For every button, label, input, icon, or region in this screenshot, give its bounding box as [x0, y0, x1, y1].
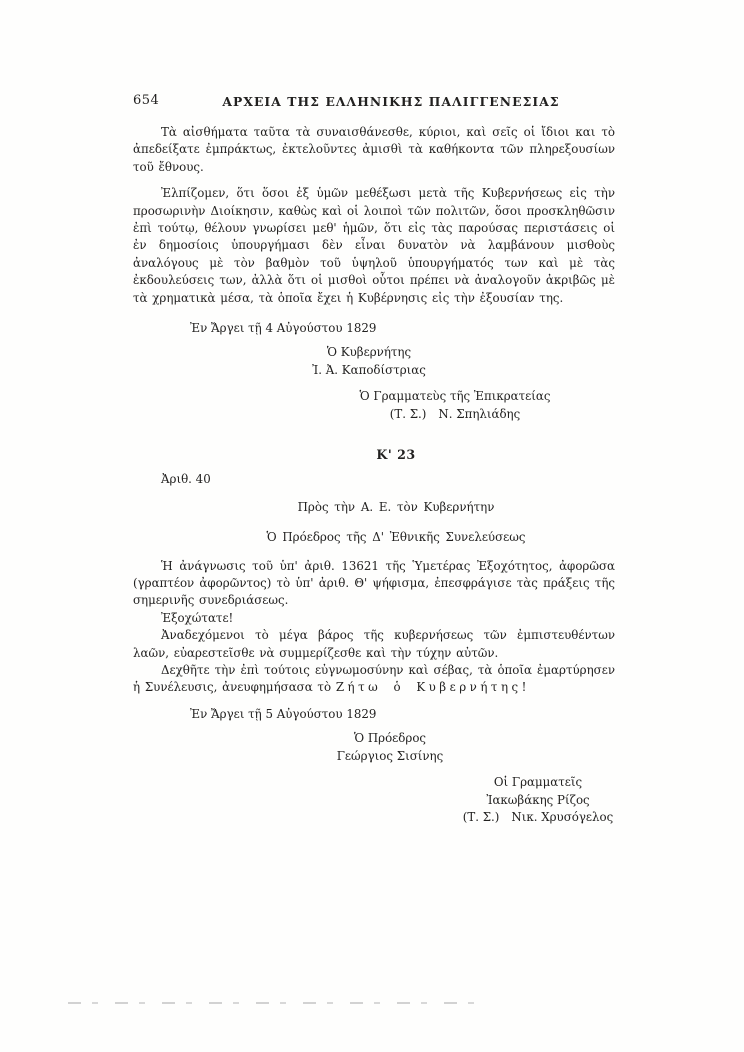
dateline: Ἐν Ἄργει τῇ 4 Αὐγούστου 1829 — [190, 321, 377, 336]
scan-artifact-dashed-line — [68, 1002, 480, 1004]
salutation: Ἐξοχώτατε! — [161, 610, 234, 625]
seal-mark: (Τ. Σ.) — [462, 809, 500, 824]
signature-secretary-of-state — [320, 388, 590, 423]
section-heading: Κ' 23 — [376, 447, 416, 462]
running-title: ΑΡΧΕΙΑ ΤΗΣ ΕΛΛΗΝΙΚΗΣ ΠΑΛΙΓΓΕΝΕΣΙΑΣ — [222, 94, 560, 109]
dateline: Ἐν Ἄργει τῇ 5 Αὐγούστου 1829 — [190, 706, 377, 721]
paragraph: Ἡ ἀνάγνωσις τοῦ ὑπ' ἀριθ. 13621 τῆς Ὑμετέρας Ἐξοχότητος, ἀφορῶσα (γραπτέον ἀφορῶντος) τὸ ὑπ' ἀριθ. Θ' ψήφισμα, ἐπεσφράγισε τὰς πράξεις τῆς σημερινῆς συνεδριάσεως. — [133, 558, 615, 608]
document-number: Ἀριθ. 40 — [161, 472, 211, 487]
sender-line: Ὁ Πρόεδρος τῆς Δ' Ἐθνικῆς Συνελεύσεως — [266, 530, 526, 545]
paragraph-lead: Δεχθῆτε τὴν ἐπὶ τούτοις εὐγνωμοσύνην καὶ σέβας, τὰ ὁποῖα ἐμαρτύρησεν ἡ Συνέλευσις, ἀνευφημήσασα τὸ — [133, 663, 615, 695]
signature-name: Ν. Σπηλιάδης — [438, 406, 521, 421]
signature-name: Ἰ. Ἀ. Καποδίστριας — [312, 362, 426, 377]
paragraph — [133, 662, 615, 697]
acclamation: Ζήτω ὁ Κυβερνήτης! — [335, 680, 530, 695]
paragraph: Τὰ αἰσθήματα ταῦτα τὰ συναισθάνεσθε, κύριοι, καὶ σεῖς οἱ ἴδιοι και τὸ ἀπεδείξατε ἐμπράκτως, ἐκτελοῦντες ἀμισθὶ τὰ καθήκοντα τῶν πληρεξουσίων τοῦ ἔθνους. — [133, 125, 615, 174]
signature-title: Ὁ Πρόεδρος — [353, 731, 427, 746]
president-letter — [133, 446, 615, 826]
seal-mark: (Τ. Σ.) — [389, 406, 427, 421]
signature-governor — [259, 344, 479, 379]
addressee-line: Πρὸς τὴν Α. Ε. τὸν Κυβερνήτην — [297, 499, 495, 514]
signature-secretaries — [418, 774, 658, 826]
signature-title: Ὁ Γραμματεὺς τῆς Ἐπικρατείας — [359, 389, 551, 404]
signature-title: Ὁ Κυβερνήτης — [326, 345, 412, 360]
signature-name: Νικ. Χρυσόγελος — [511, 809, 614, 824]
page-number: 654 — [133, 93, 160, 108]
paragraph: Ἐλπίζομεν, ὅτι ὅσοι ἐξ ὑμῶν μεθέξωσι μετὰ τῆς Κυβερνήσεως εἰς τὴν προσωρινὴν Διοίκησιν, καθὼς καὶ οἱ λοιποὶ τῶν πολιτῶν, ὅσοι προσκληθῶσιν ἐπὶ τούτῳ, θέλουν γνωρίσει μεθ' ἡμῶν, ὅτι εἰς τὰς παρούσας περιστάσεις οἱ ἐν δημοσίοις ὑπουργήμασι δὲν εἶναι δυνατὸν νὰ λαμβάνουν μισθοὺς ἀναλόγους μὲ τὸν βαθμὸν τοῦ ὑψηλοῦ ὑπουργήματός των καὶ μὲ τὰς ἐκδουλεύσεις των, ἀλλὰ ὅτι οἱ μισθοὶ οὗτοι πρέπει νὰ ἀναλογοῦν ἀκριβῶς μὲ τὰ χρηματικὰ μέσα, τὰ ὁποῖα ἔχει ἡ Κυβέρνησις εἰς τὴν ἐξουσίαν της. — [133, 186, 615, 305]
paragraph: Ἀναδεχόμενοι τὸ μέγα βάρος τῆς κυβερνήσεως τῶν ἐμπιστευθέντων λαῶν, εὐαρεστεῖσθε νὰ συμμερίζεσθε καὶ τὴν τύχην αὐτῶν. — [133, 628, 615, 660]
governor-letter — [133, 124, 615, 423]
signature-seal-line — [320, 406, 590, 423]
signature-name: Γεώργιος Σισίνης — [336, 748, 444, 763]
signature-name: Ἰακωβάκης Ρίζος — [486, 792, 590, 807]
signature-title: Οἱ Γραμματεῖς — [493, 775, 583, 790]
signature-seal-line — [418, 809, 658, 826]
signature-president — [280, 730, 500, 765]
